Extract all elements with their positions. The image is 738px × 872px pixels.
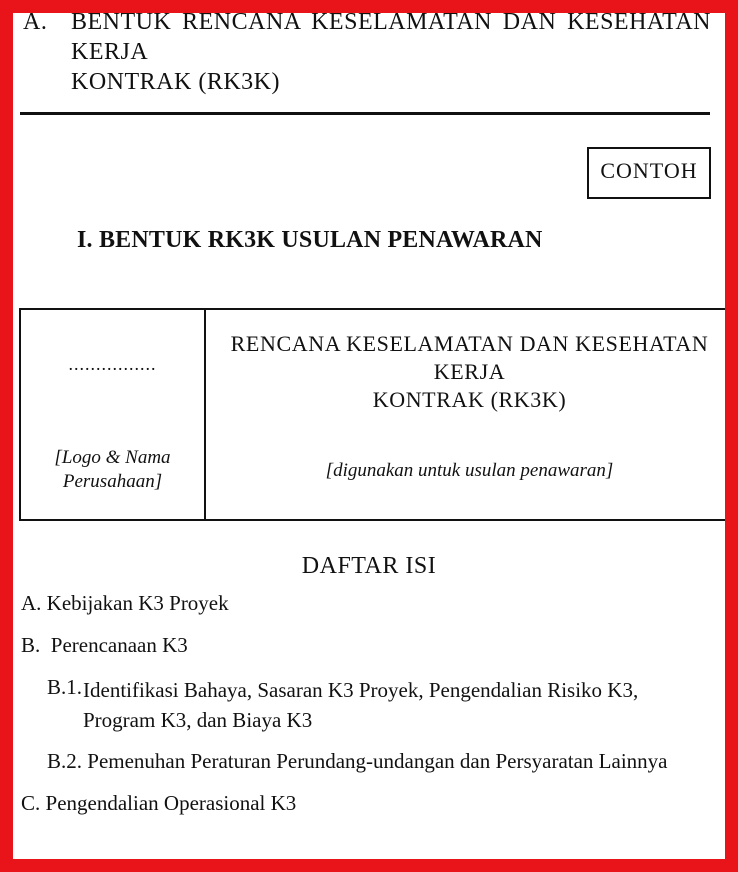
- toc-item-b2: [47, 749, 667, 774]
- toc-item-text: Perencanaan K3: [50, 633, 188, 657]
- section-a-title-line1: BENTUK RENCANA KESELAMATAN DAN KESEHATAN KERJA: [71, 13, 711, 65]
- box-title-line2: KONTRAK (RK3K): [372, 387, 567, 412]
- toc-item-number: B.1.: [47, 675, 83, 699]
- box-title-line1: RENCANA KESELAMATAN DAN KESEHATAN KERJA: [230, 331, 709, 384]
- toc-item-text: Identifikasi Bahaya, Sasaran K3 Proyek, Pengendalian Risiko K3, Program K3, dan Biaya K3: [83, 678, 639, 732]
- toc-item-number: C.: [21, 791, 41, 815]
- logo-line2: Perusahaan]: [62, 471, 163, 492]
- toc-item-number: B.: [21, 633, 41, 657]
- toc-item-text: Pengendalian Operasional K3: [45, 791, 297, 815]
- box-subtitle: [digunakan untuk usulan penawaran]: [325, 460, 614, 481]
- logo-line1: [Logo & Nama: [54, 447, 171, 468]
- rk3k-header-box: [19, 308, 725, 521]
- logo-dots: ................: [68, 354, 157, 374]
- section-a-letter: A.: [23, 13, 48, 35]
- toc-item-c: [21, 791, 296, 816]
- contoh-stamp: CONTOH: [587, 147, 711, 199]
- toc-item-number: A.: [21, 591, 42, 615]
- section-i-heading: I. BENTUK RK3K USULAN PENAWARAN: [77, 227, 543, 253]
- box-title: [206, 330, 725, 414]
- toc-title: DAFTAR ISI: [301, 553, 437, 579]
- toc-item-text: Pemenuhan Peraturan Perundang-undangan dan Persyaratan Lainnya: [87, 749, 668, 773]
- logo-placeholder: [21, 446, 204, 494]
- toc-item-text: Kebijakan K3 Proyek: [46, 591, 229, 615]
- toc-item-a: [21, 591, 229, 616]
- section-a-title: [71, 13, 711, 97]
- section-a-title-line2: KONTRAK (RK3K): [71, 69, 280, 95]
- horizontal-rule: [20, 112, 710, 115]
- toc-item-b: [21, 633, 188, 658]
- document-page: [13, 13, 725, 859]
- toc-item-number: B.2.: [47, 749, 83, 773]
- toc-item-b1: [47, 675, 707, 735]
